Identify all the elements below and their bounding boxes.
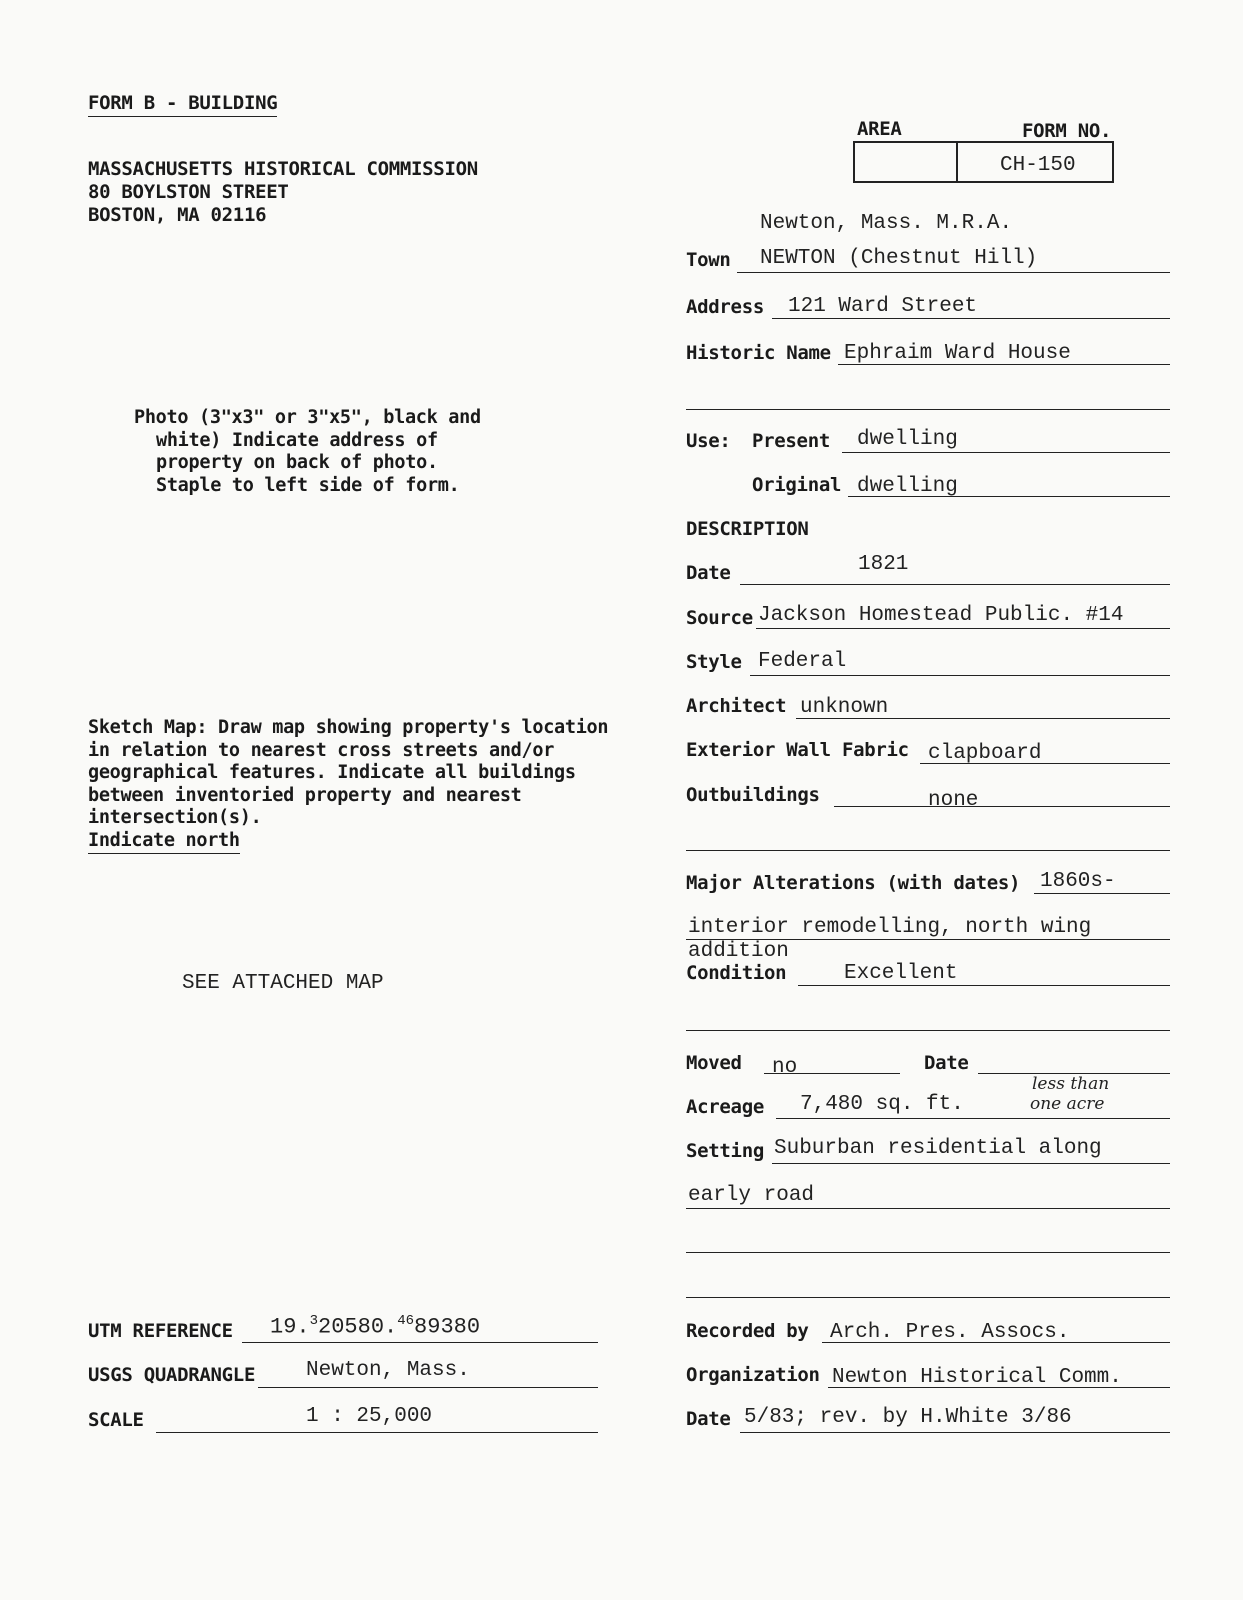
present-line [842,452,1170,453]
acreage-line [776,1118,1170,1119]
usgs-value: Newton, Mass. [306,1359,470,1382]
outbuildings-label: Outbuildings [686,784,820,806]
indicate-north: Indicate north [88,830,240,854]
sketch-line-5: intersection(s). [88,807,262,828]
sketch-line-3: geographical features. Indicate all buildings [88,762,576,783]
scale-label: SCALE [88,1409,144,1431]
historic-name-line-2 [686,409,1170,410]
wall-fabric-label: Exterior Wall Fabric [686,739,909,761]
style-label: Style [686,651,742,673]
original-line [848,496,1170,497]
historic-name-line [838,364,1170,365]
recorded-by-label: Recorded by [686,1320,809,1342]
rec-date-line [740,1432,1170,1433]
rec-date-label: Date [686,1408,731,1430]
setting-line-4 [686,1297,1170,1298]
architect-line [796,718,1170,719]
historic-name-value: Ephraim Ward House [844,342,1071,365]
town-value: NEWTON (Chestnut Hill) [760,247,1038,270]
setting-label: Setting [686,1140,764,1162]
architect-label: Architect [686,695,787,717]
town-line [737,272,1170,273]
sketch-instructions [88,717,608,852]
address-line [772,318,1170,319]
scale-line [156,1432,598,1433]
setting-line-3 [686,1252,1170,1253]
architect-value: unknown [800,696,889,719]
utm-northing: 89380 [414,1314,481,1340]
date-value: 1821 [858,553,909,576]
photo-line-1: Photo (3"x3" or 3"x5", black and [134,407,481,428]
outbuildings-value: none [928,789,979,812]
area-box [853,141,958,183]
description-label: DESCRIPTION [686,518,809,540]
condition-line-2 [686,1030,1170,1031]
sketch-line-2: in relation to nearest cross streets and/or [88,739,555,761]
utm-easting-sup: 3 [309,1313,319,1329]
wall-fabric-line [920,763,1170,764]
setting-line-2 [686,1208,1170,1209]
form-no-value: CH-150 [1000,154,1076,177]
condition-value: Excellent [844,962,958,985]
date-label: Date [686,562,731,584]
style-line [750,675,1170,676]
scale-value: 1 : 25,000 [306,1405,433,1428]
alterations-value-1: 1860s- [1040,870,1116,893]
historic-name-label: Historic Name [686,342,831,364]
date-line [740,584,1170,585]
alterations-value-3: addition [688,940,789,963]
wall-fabric-value: clapboard [928,742,1042,765]
organization-value: Newton Historical Comm. [832,1366,1122,1389]
alterations-value-2: interior remodelling, north wing [688,916,1092,939]
form-no-label: FORM NO. [1022,120,1112,142]
source-value: Jackson Homestead Public. #14 [758,604,1124,627]
alterations-label: Major Alterations (with dates) [686,872,1021,894]
utm-line [242,1342,598,1343]
source-line [756,628,1170,629]
present-value: dwelling [857,428,958,451]
photo-line-3: property on back of photo. [156,452,438,473]
utm-label: UTM REFERENCE [88,1320,233,1342]
outbuildings-line [834,806,1170,807]
recorded-by-line [822,1342,1170,1343]
source-label: Source [686,607,753,629]
condition-label: Condition [686,962,787,984]
acreage-value: 7,480 sq. ft. [800,1093,964,1116]
moved-label: Moved [686,1052,742,1074]
photo-line-4: Staple to left side of form. [156,474,460,496]
town-label: Town [686,249,731,271]
condition-line [798,985,1170,986]
setting-value-1: Suburban residential along [774,1137,1102,1160]
style-value: Federal [758,650,847,673]
form-title: FORM B - BUILDING [88,92,277,117]
commission-city: BOSTON, MA 02116 [88,204,267,226]
mra-text: Newton, Mass. M.R.A. [760,212,1013,235]
setting-line-1 [772,1163,1170,1164]
commission-street: 80 BOYLSTON STREET [88,181,289,203]
original-label: Original [752,474,842,496]
usgs-line [258,1387,598,1388]
moved-value: no [772,1056,798,1079]
commission-name: MASSACHUSETTS HISTORICAL COMMISSION [88,158,478,180]
present-label: Present [752,430,830,452]
original-value: dwelling [857,475,958,498]
use-label: Use: [686,430,731,452]
sketch-line-4: between inventoried property and nearest [88,784,522,806]
utm-zone: 19. [270,1314,310,1340]
outbuildings-line-2 [686,850,1170,851]
acreage-note-1: less than [1032,1074,1110,1094]
recorded-by-value: Arch. Pres. Assocs. [830,1321,1070,1344]
address-value: 121 Ward Street [788,295,978,318]
alterations-line-1 [1034,893,1170,894]
area-label: AREA [857,118,902,140]
moved-date-label: Date [924,1052,969,1074]
moved-line [764,1073,900,1074]
organization-label: Organization [686,1364,820,1386]
sketch-line-1: Sketch Map: Draw map showing property's location [88,717,609,738]
utm-northing-sup: 46 [397,1313,415,1329]
acreage-label: Acreage [686,1096,764,1118]
photo-line-2: white) Indicate address of [156,429,438,451]
utm-easting: 20580. [318,1314,398,1340]
rec-date-value: 5/83; rev. by H.White 3/86 [744,1406,1072,1429]
photo-instructions [134,407,481,497]
address-label: Address [686,296,764,318]
setting-value-2: early road [688,1184,815,1207]
usgs-label: USGS QUADRANGLE [88,1364,256,1386]
organization-line [828,1387,1170,1388]
utm-value [270,1313,480,1339]
acreage-note-2: one acre [1030,1094,1105,1114]
see-attached-map: SEE ATTACHED MAP [182,972,384,995]
